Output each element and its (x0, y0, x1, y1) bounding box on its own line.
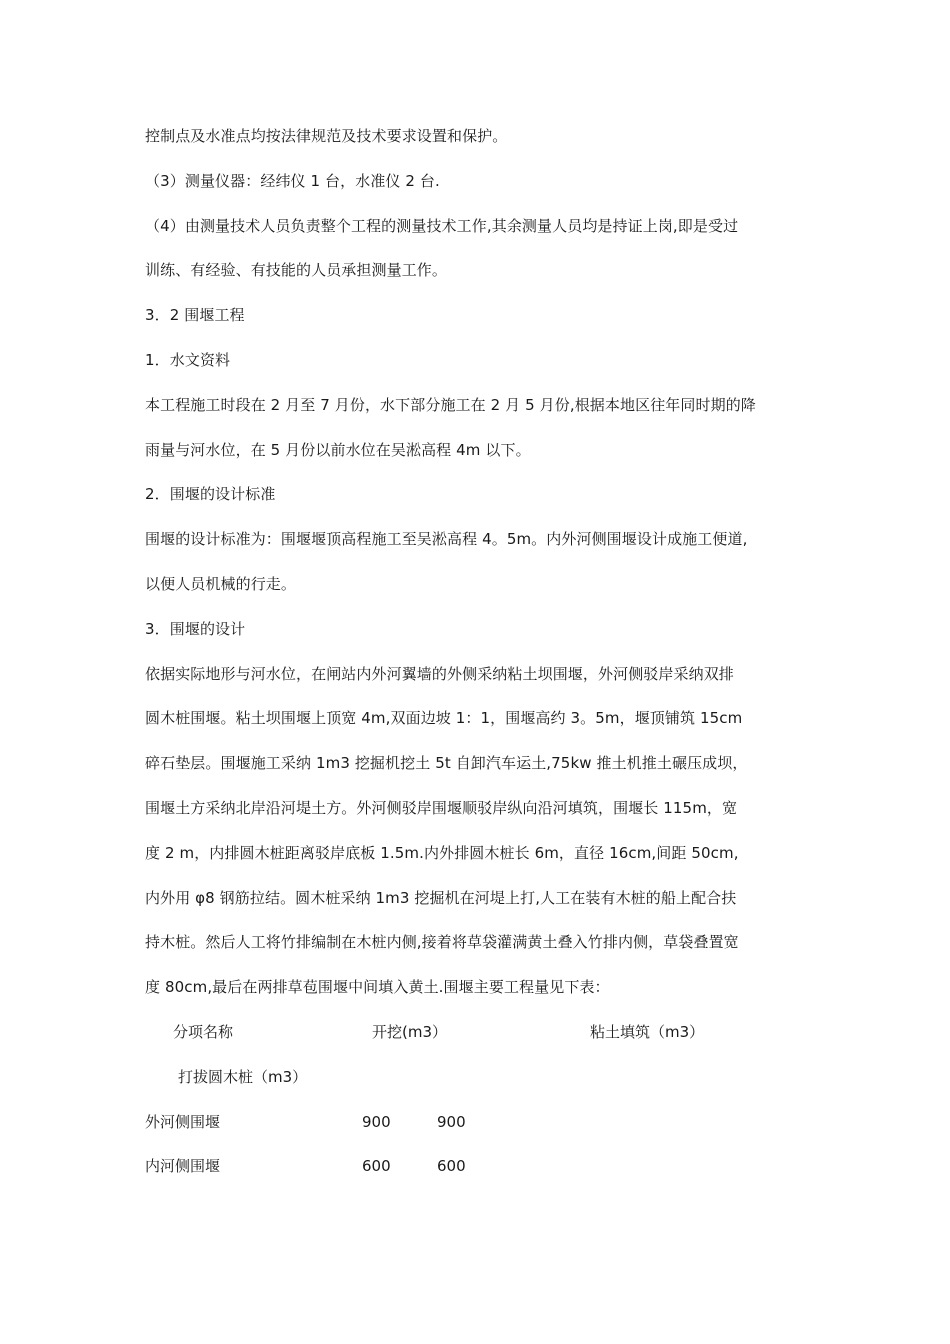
table-header-name: 分项名称 (173, 1022, 234, 1041)
table-header-excavation: 开挖(m3） (372, 1022, 448, 1041)
paragraph-line: 碎石垫层。围堰施工采纳 1m3 挖掘机挖土 5t 自卸汽车运土,75kw 推土机推土碾压成坝， (145, 754, 748, 773)
subsection-heading: 2．围堰的设计标准 (145, 485, 276, 504)
paragraph-line: 围堰土方采纳北岸沿河堤土方。外河侧驳岸围堰顺驳岸纵向沿河填筑，围堰长 115m，宽 (145, 798, 738, 817)
paragraph-line: （3）测量仪器：经纬仪 1 台，水准仪 2 台. (145, 171, 440, 190)
paragraph-line: 依据实际地形与河水位，在闸站内外河翼墙的外侧采纳粘土坝围堰，外河侧驳岸采纳双排 (145, 664, 734, 683)
paragraph-line: 持木桩。然后人工将竹排编制在木桩内侧,接着将草袋灌满黄土叠入竹排内侧，草袋叠置宽 (145, 933, 739, 952)
document-body (145, 121, 815, 1196)
subsection-heading: 3．围堰的设计 (145, 619, 246, 638)
paragraph-line: 以便人员机械的行走。 (145, 574, 297, 593)
paragraph-line: 圆木桩围堰。粘土坝围堰上顶宽 4m,双面边坡 1：1，围堰高约 3。5m，堰顶铺筑 15cm (145, 709, 743, 728)
paragraph-line: 内外用 φ8 钢筋拉结。圆木桩采纳 1m3 挖掘机在河堤上打,人工在装有木桩的船上配合扶 (145, 888, 737, 907)
table-header-row-continued (145, 1062, 815, 1107)
table-header-pile: 打拔圆木桩（m3） (178, 1067, 308, 1086)
paragraph-line: 控制点及水准点均按法律规范及技术要求设置和保护。 (145, 127, 508, 145)
table-row (145, 1107, 815, 1152)
table-cell-clay-fill: 900 (437, 1112, 466, 1131)
subsection-heading: 1．水文资料 (145, 350, 231, 369)
table-cell-excavation: 600 (362, 1157, 391, 1176)
table-cell-name: 外河侧围堰 (145, 1112, 221, 1131)
section-heading: 3．2 围堰工程 (145, 306, 245, 325)
paragraph-line: 围堰的设计标准为：围堰堰顶高程施工至吴淞高程 4。5m。内外河侧围堰设计成施工便道, (145, 530, 748, 549)
table-header-clay-fill: 粘土填筑（m3） (590, 1022, 705, 1041)
table-cell-excavation: 900 (362, 1112, 391, 1131)
paragraph-line: 本工程施工时段在 2 月至 7 月份，水下部分施工在 2 月 5 月份,根据本地区往年同时期的降 (145, 395, 756, 414)
table-cell-name: 内河侧围堰 (145, 1157, 221, 1176)
paragraph-line: 度 2 m，内排圆木桩距离驳岸底板 1.5m.内外排圆木桩长 6m，直径 16cm,间距 50cm, (145, 843, 739, 862)
table-row (145, 1151, 815, 1196)
paragraph-line: （4）由测量技术人员负责整个工程的测量技术工作,其余测量人员均是持证上岗,即是受过 (145, 216, 739, 235)
table-header-row (145, 1017, 815, 1062)
paragraph-line: 雨量与河水位，在 5 月份以前水位在吴淞高程 4m 以下。 (145, 440, 531, 459)
table-cell-clay-fill: 600 (437, 1157, 466, 1176)
paragraph-line: 训练、有经验、有技能的人员承担测量工作。 (145, 261, 448, 280)
paragraph-line: 度 80cm,最后在两排草苞围堰中间填入黄土.围堰主要工程量见下表： (145, 978, 610, 997)
